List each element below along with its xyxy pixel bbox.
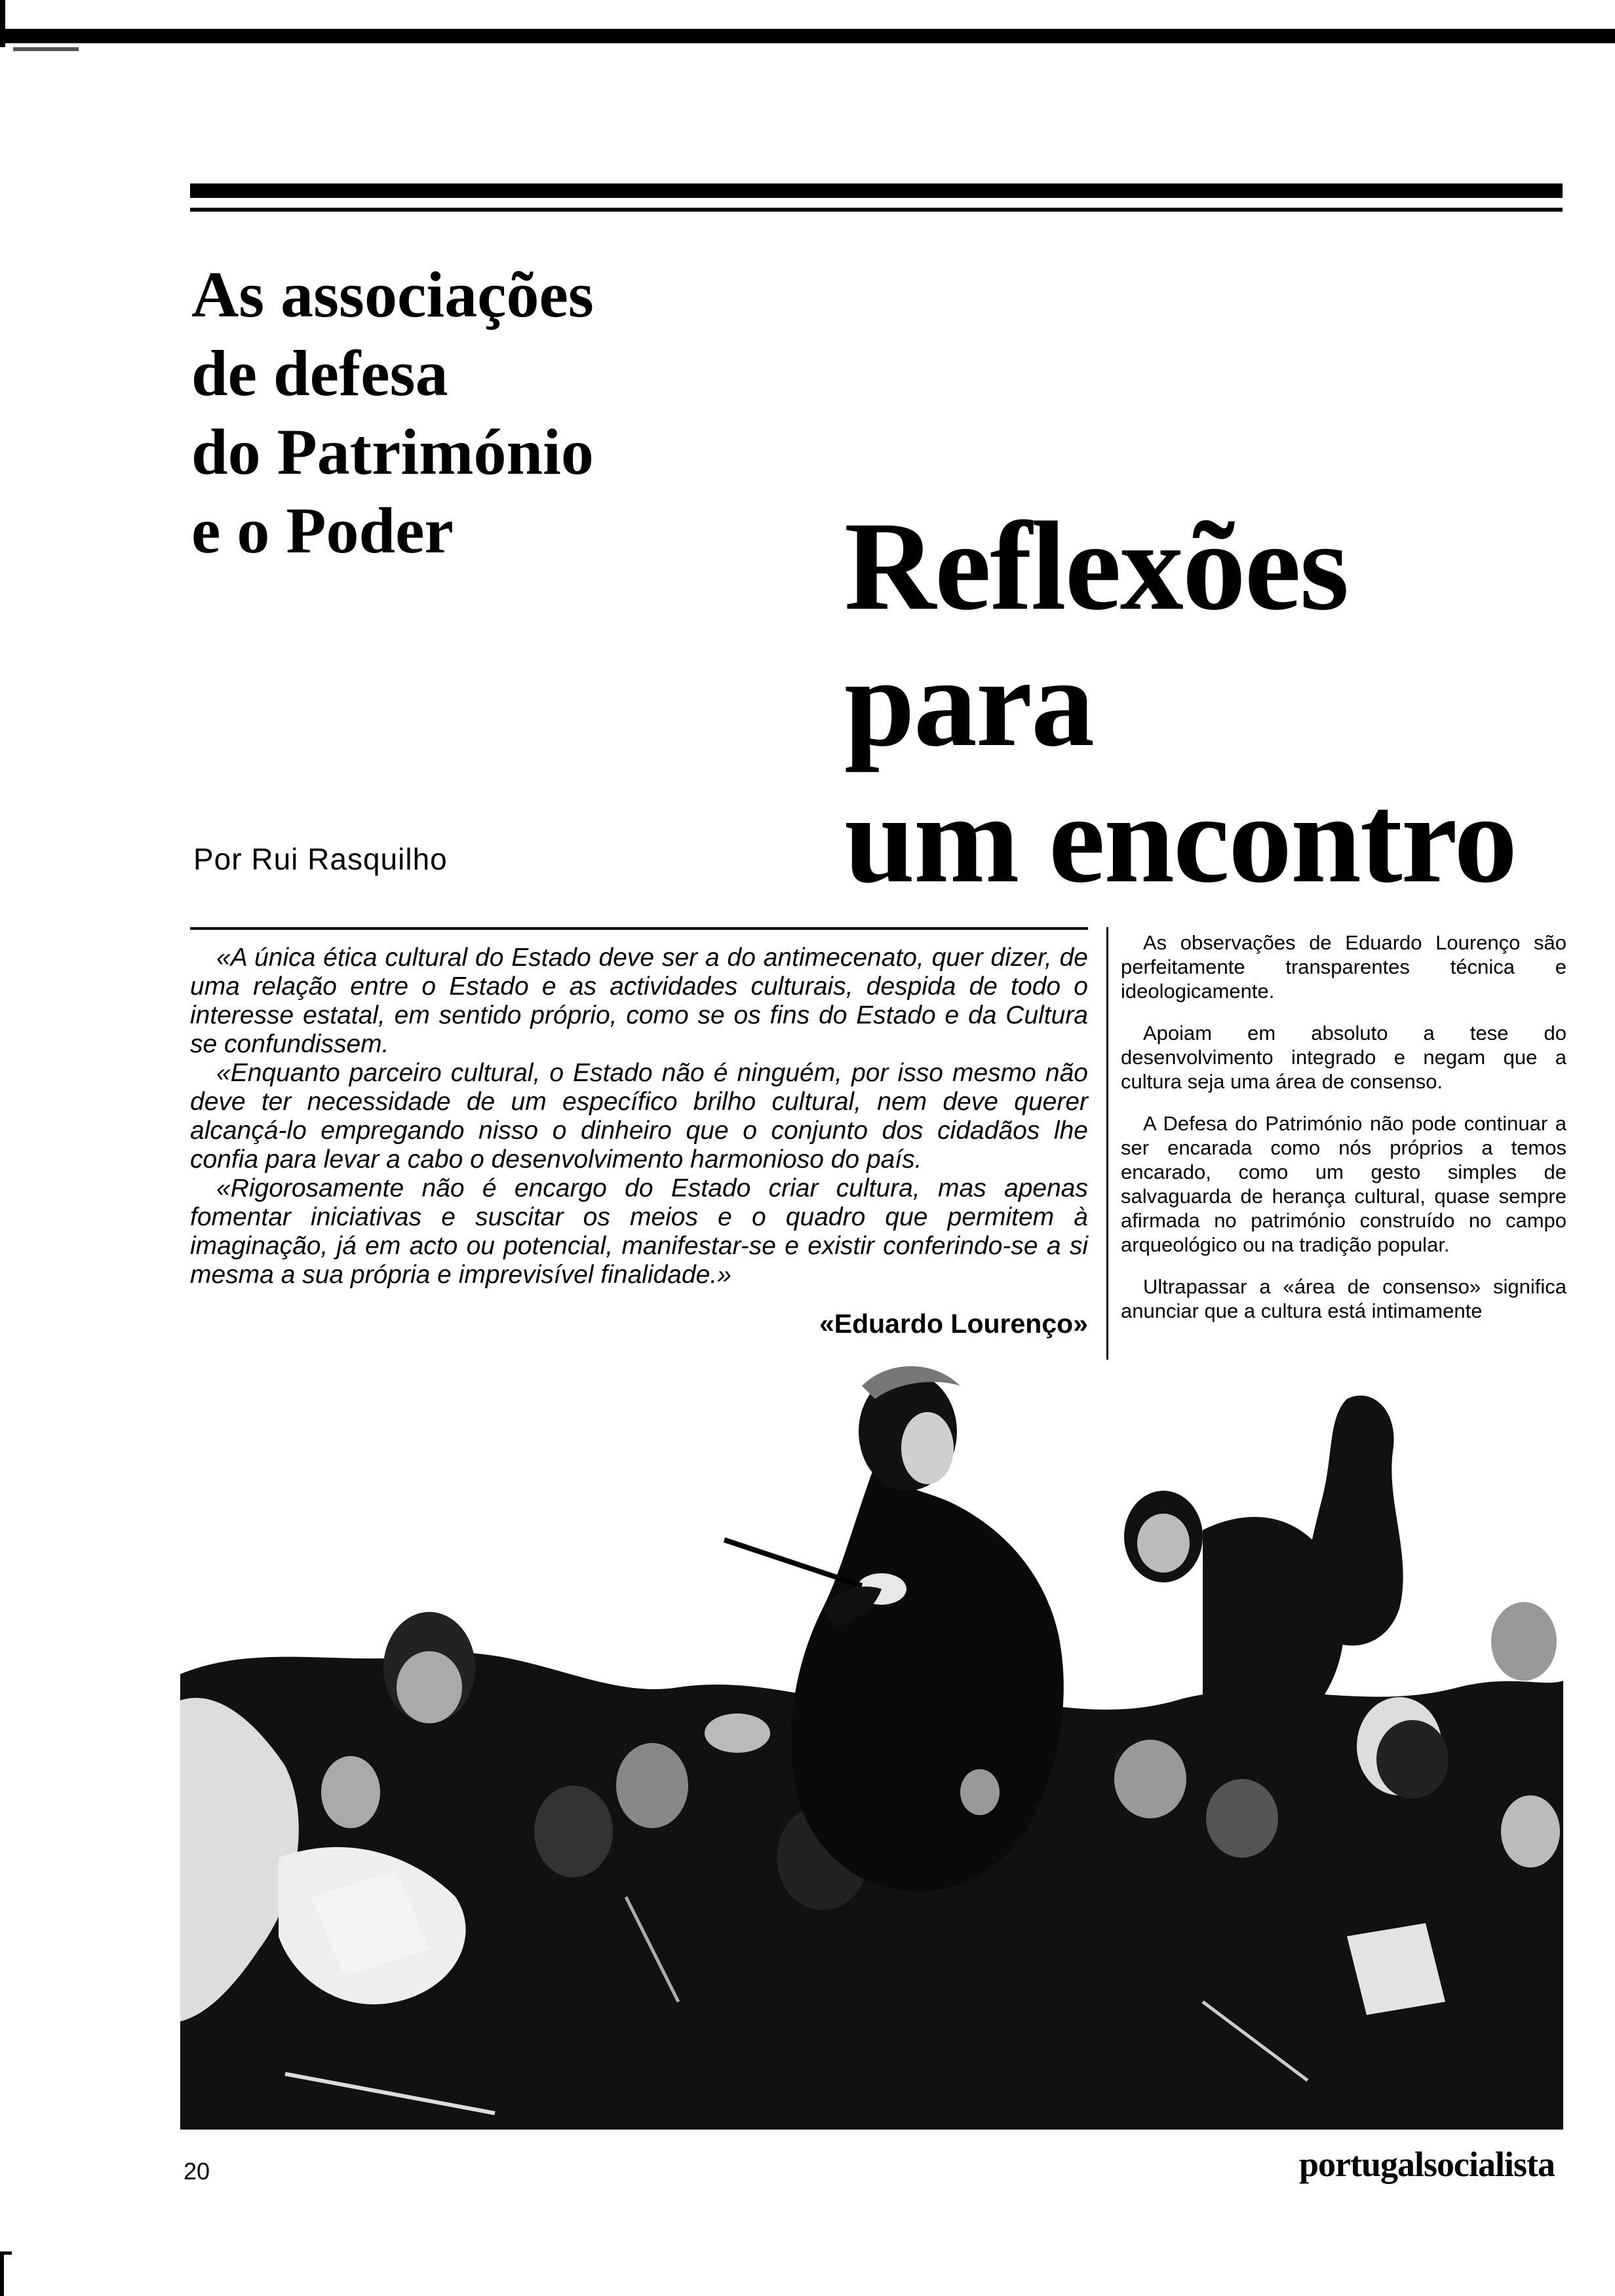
epigraph-quote (190, 944, 1088, 1290)
epigraph-paragraph: «Rigorosamente não é encargo do Estado criar cultura, mas apenas fomentar iniciativas e suscitar os meios e o quadro que permitem à imaginação, já em acto ou potencial, manifestar-se e existir conferindo-se a si mesma a sua própria e imprevisível finalidade.» (190, 1174, 1088, 1289)
article-headline (844, 495, 1598, 909)
section-title-line: do Património (191, 415, 594, 488)
scan-mark-dash (13, 47, 79, 51)
body-paragraph: As observações de Eduardo Lourenço são perfeitamente transparentes técnica e ideologicamente. (1121, 931, 1566, 1003)
header-rule-thick (190, 183, 1563, 198)
section-title-line: e o Poder (191, 494, 454, 567)
headline-line: Reflexões (844, 495, 1348, 636)
epigraph-attribution: «Eduardo Lourenço» (819, 1309, 1088, 1339)
quote-rule-top (190, 927, 1088, 930)
scan-mark-bottom (0, 2251, 4, 2296)
body-paragraph: Ultrapassar a «área de consenso» significa anunciar que a cultura está intimamente (1121, 1275, 1566, 1322)
byline: Por Rui Rasquilho (193, 842, 448, 876)
header-rule-thin (190, 208, 1563, 212)
section-title-line: de defesa (191, 337, 448, 410)
epigraph-paragraph: «Enquanto parceiro cultural, o Estado não é ninguém, por isso mesmo não deve ter necessidade de um específico brilho cultural, nem deve querer alcançá-lo empregando nisso o dinheiro que o conjunto dos cidadãos lhe confia para levar a cabo o desenvolvimento harmonioso do país. (190, 1059, 1088, 1174)
section-title (191, 256, 781, 570)
page-number: 20 (184, 2158, 210, 2185)
epigraph-paragraph: «A única ética cultural do Estado deve ser a do antimecenato, quer dizer, de uma relação entre o Estado e as actividades culturais, despida de todo o interesse estatal, em sentido próprio, como se os fins do Estado e da Cultura se confundissem. (190, 944, 1088, 1058)
scan-border-top (0, 29, 1615, 43)
orchestra-conductor-photo (180, 1360, 1563, 2130)
publication-name: portugalsocialista (1298, 2145, 1555, 2184)
body-column (1121, 930, 1566, 1341)
section-title-line: As associações (191, 258, 594, 331)
headline-line: para (844, 632, 1093, 773)
scan-mark-bottom-tick (0, 2251, 12, 2255)
column-divider (1106, 927, 1108, 1425)
scan-mark-top (0, 0, 5, 47)
headline-line: um encontro (844, 768, 1517, 909)
body-paragraph: Apoiam em absoluto a tese do desenvolvimento integrado e negam que a cultura seja uma área de consenso. (1121, 1022, 1566, 1093)
body-paragraph: A Defesa do Património não pode continuar a ser encarada como nós próprios a temos encarado, como um gesto simples de salvaguarda de herança cultural, quase sempre afirmada no património construído no campo arqueológico ou na tradição popular. (1121, 1112, 1566, 1256)
